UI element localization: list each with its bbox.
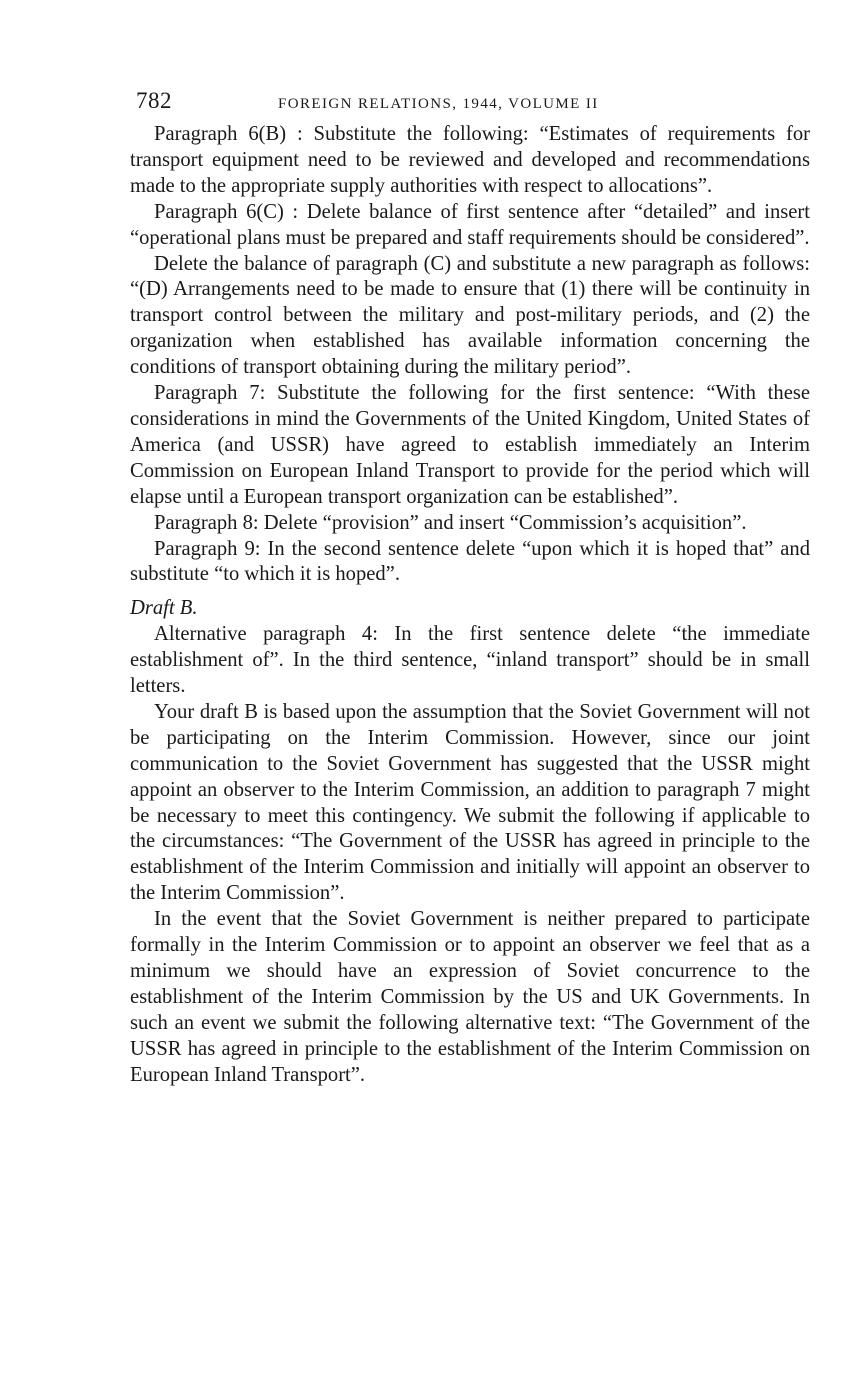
section-heading-draft-b: Draft B.	[130, 597, 198, 620]
paragraph-c-replacement: Delete the balance of paragraph (C) and substitute a new paragraph as follows: “(D) Arrangements need to be made to ensure that (1) there will be continuity in transport control between the military and post-military periods, and (2) the organization when established has available information concerning the conditions of transport obtaining during the military period”.	[130, 252, 810, 379]
page-number: 782	[136, 88, 172, 113]
paragraph-6c: Paragraph 6(C) : Delete balance of first sentence after “detailed” and insert “operational plans must be prepared and staff requirements should be considered”.	[130, 200, 810, 249]
paragraph-9: Paragraph 9: In the second sentence delete “upon which it is hoped that” and substitute “to which it is hoped”.	[130, 537, 810, 586]
alternative-paragraph-4: Alternative paragraph 4: In the first sentence delete “the immediate establishment of”. In the third sentence, “inland transport” should be in small letters.	[130, 623, 810, 698]
draft-b-observer-paragraph: Your draft B is based upon the assumption that the Soviet Government will not be participating on the Interim Commission. However, since our joint communication to the Soviet Government has suggested that the USSR might appoint an observer to the Interim Commission, an addition to paragraph 7 might be necessary to meet this contingency. We submit the following if applicable to the circumstances: “The Government of the USSR has agreed in principle to the establishment of the Interim Commission and initially will appoint an observer to the Interim Commission”.	[130, 700, 810, 905]
running-head	[130, 88, 810, 122]
paragraph-6b: Paragraph 6(B) : Substitute the following: “Estimates of requirements for transport equipment need to be reviewed and developed and recommendations made to the appropriate supply authorities with respect to allocations”.	[130, 123, 810, 197]
running-head-title: FOREIGN RELATIONS, 1944, VOLUME II	[278, 96, 599, 112]
concurrence-paragraph: In the event that the Soviet Government is neither prepared to participate formally in the Interim Commission or to appoint an observer we feel that as a minimum we should have an expression of Soviet concurrence to the establishment of the Interim Commission by the US and UK Governments. In such an event we submit the following alternative text: “The Government of the USSR has agreed in principle to the establishment of the Interim Commission on European Inland Transport”.	[130, 908, 810, 1086]
body-text	[130, 122, 810, 1089]
paragraph-7: Paragraph 7: Substitute the following for the first sentence: “With these considerations in mind the Governments of the United Kingdom, United States of America (and USSR) have agreed to establish immediately an Interim Commission on European Inland Transport to provide for the period which will elapse until a European transport organization can be established”.	[130, 382, 810, 508]
paragraph-8: Paragraph 8: Delete “provision” and insert “Commission’s acquisition”.	[154, 511, 747, 534]
document-page	[130, 88, 810, 1089]
